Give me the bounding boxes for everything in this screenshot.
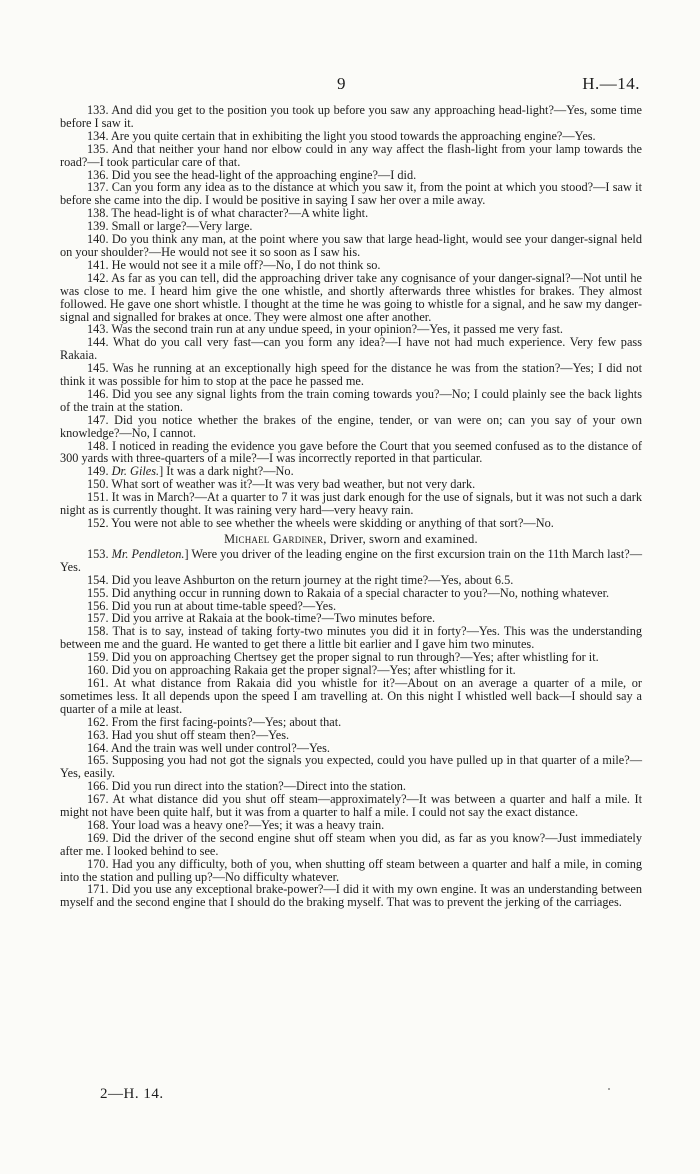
question-answer: 167. At what distance did you shut off steam—approximately?—It was between a quarter and half a mile. It might not have been quite half, but it was from a quarter to half a mile. I could not say the exact distance. <box>60 792 642 820</box>
question-answer: 157. Did you arrive at Rakaia at the book-time?—Two minutes before. <box>87 611 436 626</box>
question-answer: 166. Did you run direct into the station?—Direct into the station. <box>87 779 406 794</box>
question-answer: 135. And that neither your hand nor elbow could in any way affect the flash-light from your lamp towards the road?—I took particular care of that. <box>60 141 642 169</box>
question-answer: 141. He would not see it a mile off?—No, I do not think so. <box>87 257 381 272</box>
question-answer: 161. At what distance from Rakaia did you whistle for it?—About on an average a quarter of a mile, or sometimes less. It all depends upon the speed I am travelling at. On this night I whistled well back—I should say a quarter of a mile at least. <box>60 675 642 716</box>
page-number: 9 <box>337 74 346 93</box>
paper-speck <box>608 1088 610 1090</box>
question-block-b <box>60 478 642 530</box>
question-answer: 140. Do you think any man, at the point where you saw that large head-light, would see your danger-signal held on your shoulder?—He would not see it so soon as I saw his. <box>60 232 642 259</box>
question-answer: 165. Supposing you had not got the signals you expected, could you have pulled up in that quarter of a mile?—Yes, easily. <box>60 753 642 781</box>
question-answer: 133. And did you get to the position you took up before you saw any approaching head-light?—Yes, some time before I saw it. <box>60 103 642 130</box>
question-answer: 155. Did anything occur in running down to Rakaia of a special character to you?—No, nothing whatever. <box>87 585 610 600</box>
question-answer: 134. Are you quite certain that in exhibiting the light you stood towards the approaching engine?—Yes. <box>87 128 596 143</box>
question-answer: 145. Was he running at an exceptionally high speed for the distance he was from the station?—Yes; I did not think it was possible for him to stop at the pace he passed me. <box>60 361 642 389</box>
question-answer: 169. Did the driver of the second engine shut off steam when you did, as far as you know?—Just immediately after me. I looked behind to see. <box>60 830 642 858</box>
question-answer: 139. Small or large?—Very large. <box>87 219 253 234</box>
question-answer: 150. What sort of weather was it?—It was very bad weather, but not very dark. <box>87 477 476 492</box>
question-text: ] Were you driver of the leading engine on the first excursion train on the 11th March last?—Yes. <box>60 546 642 574</box>
question-block-a <box>60 104 642 465</box>
question-answer: 164. And the train was well under control?—Yes. <box>87 740 330 755</box>
document-body <box>60 104 642 909</box>
question-answer: 142. As far as you can tell, did the approaching driver take any cognisance of your danger-signal?—Not until he was close to me. I heard him give the one whistle, and shortly afterwards three whistles for brakes. They almost followed. He gave one short whistle. I thought at the time he was going to whistle for a signal, and he saw my danger-signal and signalled for brakes at once. They were almost one after another. <box>60 270 642 324</box>
question-answer: 138. The head-light is of what character?—A white light. <box>87 206 369 221</box>
question-number: 149. <box>87 464 109 479</box>
question-answer: 160. Did you on approaching Rakaia get the proper signal?—Yes; after whistling for it. <box>87 663 516 678</box>
question-answer: 148. I noticed in reading the evidence you gave before the Court that you seemed confused as to the distance of 300 yards with three-quarters of a mile?—I was incorrectly reported in that particular. <box>60 438 642 466</box>
signature-mark: 2—H. 14. <box>100 1086 164 1102</box>
question-answer: 158. That is to say, instead of taking forty-two minutes you did it in forty?—Yes. This was the understanding between me and the guard. He wanted to get there a little bit earlier and I gave him two minutes. <box>60 624 642 652</box>
question-answer: 170. Had you any difficulty, both of you, when shutting off steam between a quarter and half a mile, in coming into the station and pulling up?—No difficulty whatever. <box>60 856 642 884</box>
question-answer: 143. Was the second train run at any undue speed, in your opinion?—Yes, it passed me very fast. <box>87 322 563 337</box>
question-answer: 154. Did you leave Ashburton on the return journey at the right time?—Yes, about 6.5. <box>87 572 514 587</box>
question-answer: 156. Did you run at about time-table speed?—Yes. <box>87 598 337 613</box>
question-answer: 168. Your load was a heavy one?—Yes; it was a heavy train. <box>87 817 385 832</box>
witness-name: Michael Gardiner <box>224 531 324 546</box>
question-answer: 159. Did you on approaching Chertsey get the proper signal to run through?—Yes; after whistling for it. <box>87 650 599 665</box>
examiner-name: Mr. Pendleton. <box>111 546 185 561</box>
question-text: ] It was a dark night?—No. <box>159 464 294 479</box>
witness-role: , Driver, sworn and examined. <box>323 531 478 546</box>
examiner-name: Dr. Giles. <box>111 464 160 479</box>
question-answer: 152. You were not able to see whether the wheels were skidding or anything of that sort?—No. <box>87 516 554 530</box>
question-153 <box>60 548 642 574</box>
document-reference: H.—14. <box>582 74 640 93</box>
page-header <box>60 74 640 96</box>
question-block-c <box>60 574 642 910</box>
question-answer: 151. It was in March?—At a quarter to 7 it was just dark enough for the use of signals, but it was not such a dark night as is currently thought. It was raining very hard—very heavy rain. <box>60 490 642 518</box>
question-number: 153. <box>87 546 109 561</box>
question-answer: 171. Did you use any exceptional brake-power?—I did it with my own engine. It was an understanding between myself and the second engine that I should do the braking myself. That was to prevent the jerking of the carriages. <box>60 882 642 910</box>
question-answer: 146. Did you see any signal lights from the train coming towards you?—No; I could plainly see the back lights of the train at the station. <box>60 386 642 414</box>
question-answer: 144. What do you call very fast—can you form any idea?—I have not had much experience. Very few pass Rakaia. <box>60 335 642 363</box>
question-answer: 137. Can you form any idea as to the distance at which you saw it, from the point at which you stood?—I saw it before she came into the dip. I would be positive in saying I saw her over a mile away. <box>60 180 642 208</box>
witness-heading <box>60 530 642 548</box>
question-answer: 162. From the first facing-points?—Yes; about that. <box>87 714 342 729</box>
question-answer: 147. Did you notice whether the brakes of the engine, tender, or van were on; can you say of your own knowledge?—No, I cannot. <box>60 412 642 440</box>
question-answer: 136. Did you see the head-light of the approaching engine?—I did. <box>87 167 417 182</box>
question-answer: 163. Had you shut off steam then?—Yes. <box>87 727 290 742</box>
